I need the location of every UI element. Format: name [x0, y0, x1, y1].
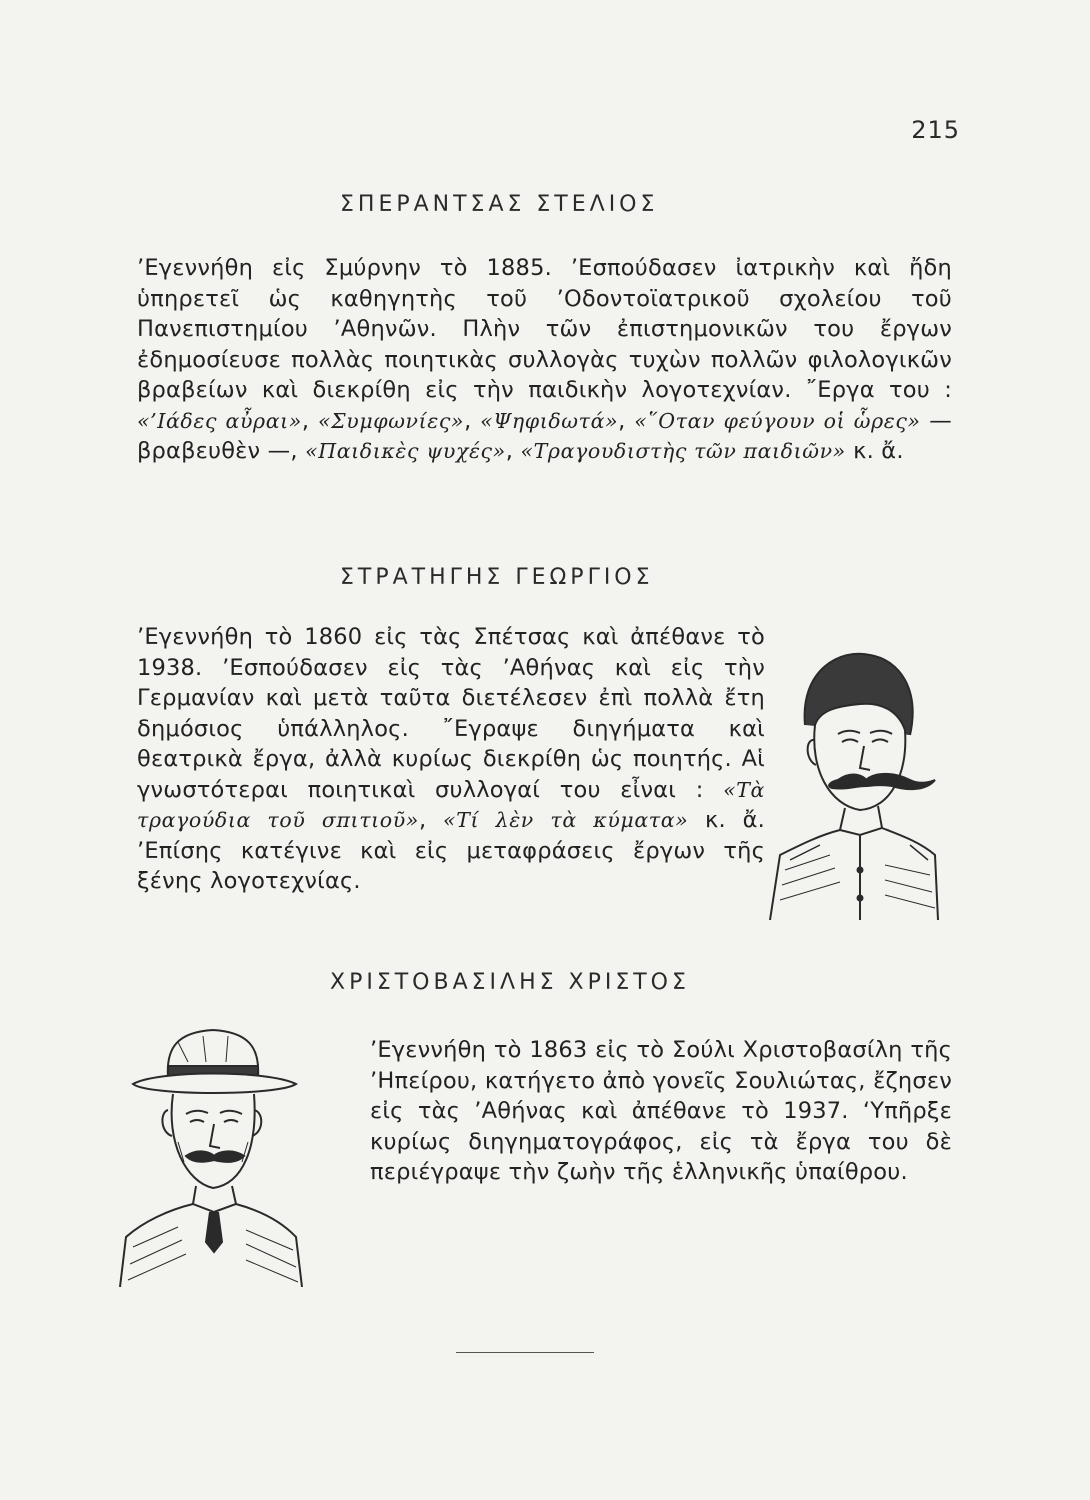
work-title: «Παιδικὲς ψυχές»	[305, 439, 506, 463]
entry-heading-sperantsas: ΣΠΕΡΑΝΤΣΑΣ ΣΤΕΛΙΟΣ	[340, 192, 659, 217]
page-number: 215	[911, 116, 960, 144]
closing-rule	[456, 1352, 594, 1353]
entry-heading-christovasilis: ΧΡΙΣΤΟΒΑΣΙΛΗΣ ΧΡΙΣΤΟΣ	[330, 970, 690, 995]
portrait-stratigis	[760, 630, 940, 920]
entry-text-stratigis: ’Εγεννήθη τὸ 1860 εἰς τὰς Σπέτσας καὶ ἀπέθανε τὸ 1938. ’Εσπούδασεν εἰς τὰς ’Αθήνας καὶ εἰς τὴν Γερμανίαν καὶ μετὰ ταῦτα διετέλεσεν ἐπὶ πολλὰ ἔτη δημόσιος ὑπάλληλος. ῎Εγραψε διηγήματα καὶ θεατρικὰ ἔργα, ἀλλὰ κυρίως διεκρίθη ὡς ποιητής. Αἱ γνωστότεραι ποιητικαὶ συλλογαί του εἶναι : «Τὰ τραγούδια τοῦ σπιτιοῦ», «Τί λὲν τὰ κύματα» κ. ἄ. ’Επίσης κατέγινε καὶ εἰς μεταφράσεις ἔργων τῆς ξένης λογοτεχνίας.	[137, 624, 765, 894]
work-title: «Τὰ τραγούδια τοῦ σπιτιοῦ»	[137, 777, 765, 832]
entry-text-sperantsas: ’Εγεννήθη εἰς Σμύρνην τὸ 1885. ’Εσπούδασεν ἰατρικὴν καὶ ἤδη ὑπηρετεῖ ὡς καθηγητὴς τοῦ ’Οδοντοϊατρικοῦ σχολείου τοῦ Πανεπιστημίου ’Αθηνῶν. Πλὴν τῶν ἐπιστημονικῶν του ἔργων ἐδημοσίευσε πολλὰς ποιητικὰς συλλογὰς τυχὼν πολλῶν φιλολογικῶν βραβείων καὶ διεκρίθη εἰς τὴν παιδικὴν λογοτεχνίαν. ῎Εργα του : «’Ιάδες αὖραι», «Συμφωνίες», «Ψηφιδωτά», «῞Οταν φεύγουν οἱ ὧρες» — βραβευθὲν —, «Παιδικὲς ψυχές», «Τραγουδιστὴς τῶν παιδιῶν» κ. ἄ.	[137, 255, 952, 464]
work-title: «’Ιάδες αὖραι»	[137, 408, 302, 433]
work-title: «Τραγουδιστὴς τῶν παιδιῶν»	[520, 439, 846, 463]
portrait-christovasilis	[118, 1022, 308, 1287]
entry-heading-stratigis: ΣΤΡΑΤΗΓΗΣ ΓΕΩΡΓΙΟΣ	[340, 565, 654, 590]
work-title: «Τί λὲν τὰ κύματα»	[443, 808, 689, 832]
entry-text-christovasilis: ’Εγεννήθη τὸ 1863 εἰς τὸ Σούλι Χριστοβασίλη τῆς ’Ηπείρου, κατήγετο ἀπὸ γονεῖς Σουλιώτας, ἔζησεν εἰς τὰς ’Αθήνας καὶ ἀπέθανε τὸ 1937. ‘Υπῆρξε κυρίως διηγηματογράφος, εἰς τὰ ἔργα του δὲ περιέγραψε τὴν ζωὴν τῆς ἑλληνικῆς ὑπαίθρου.	[370, 1037, 952, 1185]
work-title: «Ψηφιδωτά»	[480, 408, 619, 433]
work-title: «῞Οταν φεύγουν οἱ ὧρες»	[634, 408, 921, 433]
work-title: «Συμφωνίες»	[318, 408, 465, 433]
